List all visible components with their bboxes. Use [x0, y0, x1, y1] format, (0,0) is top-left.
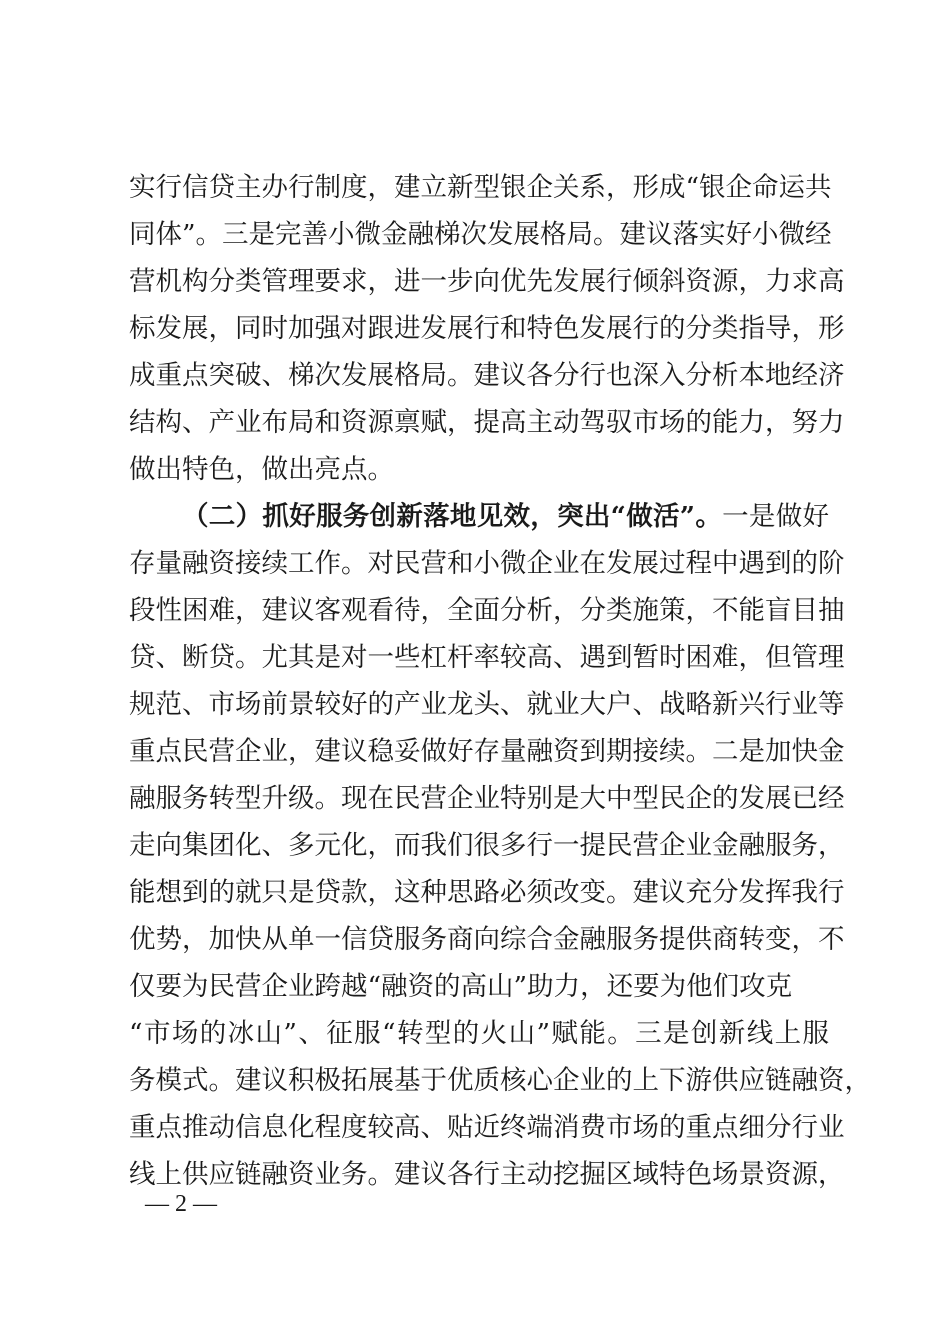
- text-line: 重点民营企业，建议稳妥做好存量融资到期接续。二是加快金: [129, 736, 845, 767]
- document-body: [129, 164, 871, 1198]
- text-line: [129, 493, 829, 540]
- text-line: 结构、产业布局和资源禀赋，提高主动驾驭市场的能力，努力: [129, 407, 845, 438]
- text-line: 营机构分类管理要求，进一步向优先发展行倾斜资源，力求高: [129, 266, 845, 297]
- text-line: 仅要为民营企业跨越“融资的高山”助力，还要为他们攻克: [129, 971, 793, 1002]
- section-heading: （二）抓好服务创新落地见效，突出“做活”。: [182, 501, 723, 532]
- text-line: 存量融资接续工作。对民营和小微企业在发展过程中遇到的阶: [129, 548, 845, 579]
- text-line: 贷、断贷。尤其是对一些杠杆率较高、遇到暂时困难，但管理: [129, 642, 845, 673]
- text-line: 同体”。三是完善小微金融梯次发展格局。建议落实好小微经: [129, 219, 832, 250]
- text-line: 标发展，同时加强对跟进发展行和特色发展行的分类指导，形: [129, 313, 845, 344]
- text-line: 规范、市场前景较好的产业龙头、就业大户、战略新兴行业等: [129, 689, 845, 720]
- text-line: 线上供应链融资业务。建议各行主动挖掘区域特色场景资源，: [129, 1159, 845, 1190]
- text-line: “市场的冰山”、征服“转型的火山”赋能。三是创新线上服: [129, 1018, 829, 1049]
- text-line: 重点推动信息化程度较高、贴近终端消费市场的重点细分行业: [129, 1112, 845, 1143]
- text-line: 成重点突破、梯次发展格局。建议各分行也深入分析本地经济: [129, 360, 845, 391]
- text-line: 能想到的就只是贷款，这种思路必须改变。建议充分发挥我行: [129, 877, 845, 908]
- text-line: 融服务转型升级。现在民营企业特别是大中型民企的发展已经: [129, 783, 845, 814]
- paragraph: [129, 164, 845, 493]
- text-line: 做出特色，做出亮点。: [129, 454, 394, 485]
- text-line: 实行信贷主办行制度，建立新型银企关系，形成“银企命运共: [129, 172, 832, 203]
- page-number: — 2 —: [145, 1191, 217, 1217]
- text-line: 务模式。建议积极拓展基于优质核心企业的上下游供应链融资，: [129, 1065, 871, 1096]
- text-line: 优势，加快从单一信贷服务商向综合金融服务提供商转变，不: [129, 924, 845, 955]
- text-line: 段性困难，建议客观看待，全面分析，分类施策，不能盲目抽: [129, 595, 845, 626]
- text-line: 走向集团化、多元化，而我们很多行一提民营企业金融服务，: [129, 830, 845, 861]
- text-run: 一是做好: [722, 501, 830, 532]
- paragraph: [129, 493, 871, 1198]
